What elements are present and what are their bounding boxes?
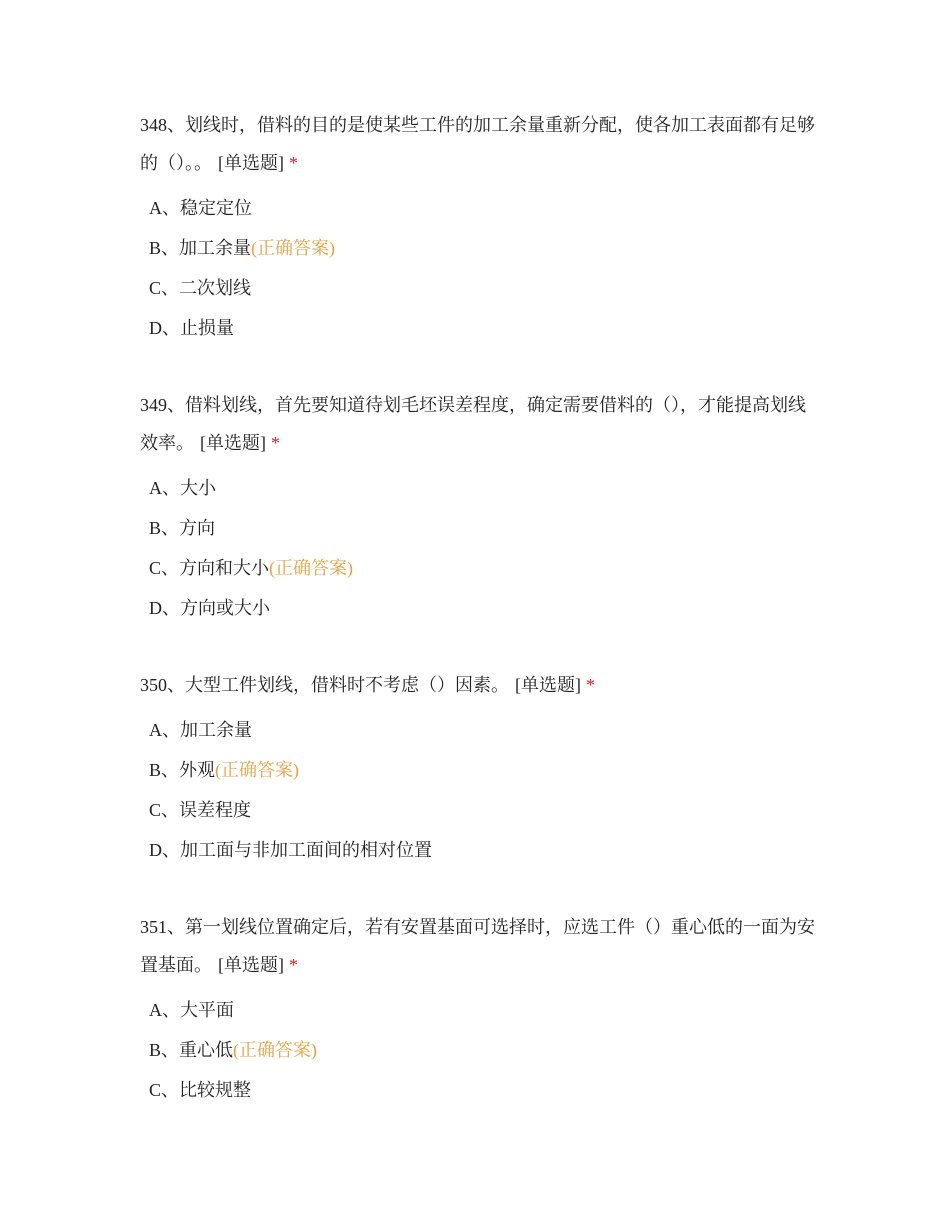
question-348 bbox=[140, 106, 820, 348]
correct-answer-label: (正确答案) bbox=[269, 558, 354, 578]
question-text-block bbox=[140, 106, 820, 182]
option-list bbox=[140, 710, 820, 870]
option-c: C、误差程度 bbox=[149, 800, 252, 820]
question-text-block bbox=[140, 908, 820, 984]
correct-answer-label: (正确答案) bbox=[215, 760, 300, 780]
required-mark: * bbox=[586, 675, 595, 695]
question-text: 350、大型工件划线，借料时不考虑（）因素。 bbox=[140, 675, 509, 695]
option-c: C、二次划线 bbox=[149, 278, 252, 298]
option-list bbox=[140, 188, 820, 348]
question-type-label: [单选题] bbox=[515, 675, 581, 695]
question-type-label: [单选题] bbox=[200, 433, 266, 453]
correct-answer-label: (正确答案) bbox=[233, 1040, 318, 1060]
option-b: B、外观(正确答案) bbox=[149, 760, 300, 780]
option-list bbox=[140, 990, 820, 1110]
required-mark: * bbox=[271, 433, 280, 453]
question-text-block bbox=[140, 666, 820, 704]
option-b: B、重心低(正确答案) bbox=[149, 1040, 318, 1060]
option-a: A、大平面 bbox=[149, 1000, 234, 1020]
option-c: C、比较规整 bbox=[149, 1080, 252, 1100]
required-mark: * bbox=[289, 955, 298, 975]
correct-answer-label: (正确答案) bbox=[251, 238, 336, 258]
question-text: 351、第一划线位置确定后，若有安置基面可选择时，应选工件（）重心低的一面为安置基面。 bbox=[140, 917, 815, 975]
option-d: D、加工面与非加工面间的相对位置 bbox=[149, 840, 432, 860]
option-d: D、方向或大小 bbox=[149, 598, 270, 618]
question-type-label: [单选题] bbox=[218, 955, 284, 975]
option-d: D、止损量 bbox=[149, 318, 234, 338]
question-349 bbox=[140, 386, 820, 628]
question-text-block bbox=[140, 386, 820, 462]
option-a: A、大小 bbox=[149, 478, 216, 498]
question-350 bbox=[140, 666, 820, 870]
required-mark: * bbox=[289, 153, 298, 173]
option-a: A、加工余量 bbox=[149, 720, 252, 740]
question-351 bbox=[140, 908, 820, 1110]
option-b: B、方向 bbox=[149, 518, 216, 538]
option-a: A、稳定定位 bbox=[149, 198, 252, 218]
question-type-label: [单选题] bbox=[218, 153, 284, 173]
option-list bbox=[140, 468, 820, 628]
question-text: 349、借料划线，首先要知道待划毛坯误差程度，确定需要借料的（），才能提高划线效率。 bbox=[140, 395, 806, 453]
question-text: 348、划线时，借料的目的是使某些工件的加工余量重新分配，使各加工表面都有足够的（）。。 bbox=[140, 115, 815, 173]
option-c: C、方向和大小(正确答案) bbox=[149, 558, 354, 578]
option-b: B、加工余量(正确答案) bbox=[149, 238, 336, 258]
